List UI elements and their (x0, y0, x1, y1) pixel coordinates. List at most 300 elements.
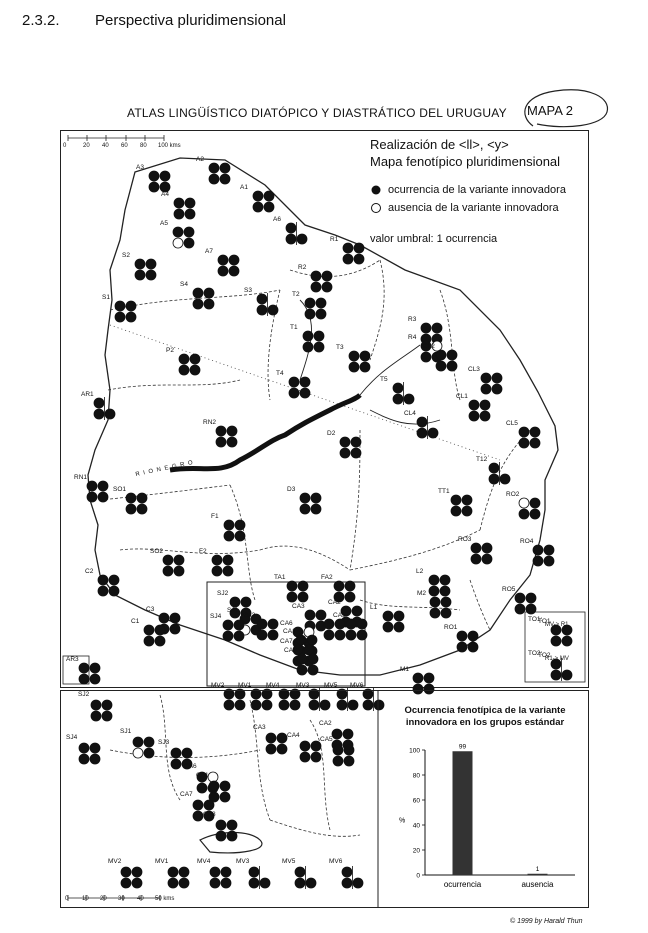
location-label: CA5 (320, 736, 333, 743)
location-label: CA3 (253, 724, 266, 731)
filled-circle-icon (436, 350, 446, 360)
location-label: SO2 (150, 548, 164, 555)
filled-circle-icon (121, 867, 131, 877)
filled-circle-icon (149, 182, 159, 192)
location-label: MV1 (238, 682, 252, 689)
y-axis-label: % (399, 817, 406, 825)
filled-circle-icon (220, 792, 230, 802)
filled-circle-icon (342, 878, 352, 888)
filled-circle-icon (155, 625, 165, 635)
filled-circle-icon (79, 754, 89, 764)
legend-symbols (370, 184, 384, 214)
filled-circle-icon (126, 312, 136, 322)
filled-circle-icon (287, 592, 297, 602)
filled-circle-icon (287, 581, 297, 591)
filled-circle-icon (260, 878, 270, 888)
to1-note: TO1: (528, 616, 543, 623)
genotype-symbol-icon (265, 732, 289, 756)
legend-absence-label: ausencia de la variante innovadora (388, 202, 559, 214)
genotype-symbol-icon (470, 542, 494, 566)
filled-circle-icon (421, 323, 431, 333)
filled-circle-icon (457, 642, 467, 652)
filled-circle-icon (417, 417, 427, 427)
bar-ocurrencia (453, 751, 473, 875)
location-label: TO2 (538, 652, 551, 659)
category-label: ausencia (521, 880, 554, 889)
filled-circle-icon (229, 266, 239, 276)
map-label-hand-circle (515, 86, 615, 131)
filled-circle-icon (179, 878, 189, 888)
empty-circle-icon (173, 238, 183, 248)
location-label: SJ3 (244, 612, 256, 619)
filled-circle-icon (308, 665, 318, 675)
filled-circle-icon (257, 305, 267, 315)
scale-tick-60: 60 (121, 143, 128, 149)
location-label: A3 (136, 164, 144, 171)
genotype-symbol-icon (97, 574, 121, 598)
filled-circle-icon (227, 820, 237, 830)
filled-circle-icon (224, 531, 234, 541)
filled-circle-icon (492, 373, 502, 383)
filled-circle-icon (311, 493, 321, 503)
filled-circle-icon (308, 654, 318, 664)
genotype-symbol-icon (518, 497, 542, 521)
filled-circle-icon (94, 409, 104, 419)
filled-circle-icon (298, 592, 308, 602)
genotype-symbol-icon (294, 866, 318, 890)
filled-circle-icon (98, 586, 108, 596)
section-number: 2.3.2. (22, 12, 60, 29)
genotype-symbol-icon (143, 624, 167, 648)
filled-circle-icon (332, 729, 342, 739)
filled-circle-icon (79, 674, 89, 684)
filled-circle-icon (357, 630, 367, 640)
location-label: CA4 (287, 732, 300, 739)
filled-circle-icon (311, 271, 321, 281)
filled-circle-icon (268, 619, 278, 629)
location-label: CL4 (404, 410, 416, 417)
filled-circle-icon (300, 752, 310, 762)
to2-note-value: R1-> MV (545, 656, 569, 662)
genotype-symbol-icon (134, 258, 158, 282)
filled-circle-icon (429, 586, 439, 596)
filled-circle-icon (394, 622, 404, 632)
filled-circle-icon (253, 191, 263, 201)
filled-circle-icon (132, 867, 142, 877)
filled-circle-icon (135, 270, 145, 280)
location-label: CA1 (283, 628, 296, 635)
filled-circle-icon (440, 586, 450, 596)
genotype-symbol-icon (435, 349, 459, 373)
filled-circle-icon (253, 202, 263, 212)
genotype-symbol-icon (256, 618, 280, 642)
location-label: L1 (370, 604, 378, 611)
location-label: C1 (131, 618, 140, 625)
location-label: CA5 (333, 612, 346, 619)
filled-circle-icon (182, 748, 192, 758)
filled-circle-icon (230, 597, 240, 607)
genotype-symbol-icon (310, 270, 334, 294)
filled-circle-icon (562, 636, 572, 646)
genotype-symbol-icon (215, 819, 239, 843)
genotype-symbol-icon (288, 376, 312, 400)
location-label: R4 (408, 334, 417, 341)
filled-circle-icon (353, 878, 363, 888)
bar-chart (380, 735, 585, 900)
location-label: S1 (102, 294, 110, 301)
filled-circle-icon (352, 606, 362, 616)
genotype-symbol-icon (252, 190, 276, 214)
genotype-symbol-icon (450, 494, 474, 518)
filled-circle-icon (333, 745, 343, 755)
filled-circle-icon (227, 426, 237, 436)
filled-circle-icon (204, 299, 214, 309)
filled-circle-icon (428, 428, 438, 438)
filled-circle-icon (303, 342, 313, 352)
filled-circle-icon (212, 555, 222, 565)
filled-circle-icon (135, 259, 145, 269)
location-label: R3 (408, 316, 417, 323)
genotype-symbol-icon (339, 436, 363, 460)
copyright: © 1999 by Harald Thun (510, 918, 583, 925)
filled-circle-icon (480, 411, 490, 421)
filled-circle-icon (264, 191, 274, 201)
location-label: MV5 (282, 858, 296, 865)
filled-circle-icon (533, 556, 543, 566)
chart-title: Ocurrencia fenotípica de la variante innovadora en los grupos estándar (404, 705, 566, 728)
to2-note: TO2: (528, 650, 543, 657)
genotype-symbol-icon (302, 330, 326, 354)
location-label: TA1 (274, 574, 286, 581)
filled-circle-icon (266, 733, 276, 743)
filled-circle-icon (241, 597, 251, 607)
filled-circle-icon (220, 174, 230, 184)
inset-scale-tick-0: 0 (65, 896, 69, 902)
filled-circle-icon (346, 619, 356, 629)
inset-scale-tick-50: 50 kms (155, 896, 175, 902)
filled-circle-icon (417, 428, 427, 438)
filled-circle-icon (155, 636, 165, 646)
atlas-title: ATLAS LINGÜÍSTICO DIATÓPICO Y DIASTRÁTICO DEL URUGUAY (127, 106, 507, 120)
location-label: CA8 (203, 811, 216, 818)
filled-circle-icon (447, 361, 457, 371)
location-label: MV2 (211, 682, 225, 689)
filled-circle-icon (404, 394, 414, 404)
filled-circle-icon (343, 254, 353, 264)
filled-circle-icon (383, 622, 393, 632)
filled-circle-icon (94, 398, 104, 408)
y-tick-label: 80 (412, 772, 420, 780)
genotype-symbol-icon (192, 287, 216, 311)
filled-circle-icon (519, 509, 529, 519)
location-label: MV6 (350, 682, 364, 689)
filled-circle-icon (344, 745, 354, 755)
filled-circle-icon (530, 498, 540, 508)
filled-circle-icon (234, 631, 244, 641)
genotype-symbol-icon (341, 866, 365, 890)
genotype-symbol-icon (78, 742, 102, 766)
filled-circle-icon (126, 504, 136, 514)
genotype-symbol-icon (286, 580, 310, 604)
filled-circle-icon (519, 438, 529, 448)
threshold-note: valor umbral: 1 ocurrencia (370, 233, 498, 245)
filled-circle-icon (257, 294, 267, 304)
genotype-symbol-icon (93, 397, 117, 421)
filled-circle-icon (277, 744, 287, 754)
filled-circle-icon (218, 266, 228, 276)
filled-circle-icon (216, 426, 226, 436)
filled-circle-icon (79, 663, 89, 673)
filled-circle-icon (447, 350, 457, 360)
filled-circle-icon (137, 493, 147, 503)
genotype-symbol-icon (428, 574, 452, 598)
genotype-symbol-icon (173, 197, 197, 221)
filled-circle-icon (218, 255, 228, 265)
filled-circle-icon (173, 227, 183, 237)
filled-circle-icon (190, 365, 200, 375)
filled-circle-icon (98, 481, 108, 491)
filled-circle-icon (170, 624, 180, 634)
genotype-symbol-icon (480, 372, 504, 396)
filled-circle-icon (289, 377, 299, 387)
filled-circle-icon (530, 509, 540, 519)
filled-circle-icon (533, 545, 543, 555)
genotype-symbol-icon (488, 462, 512, 486)
location-label: MV1 (155, 858, 169, 865)
inset-scale-tick-10: 10 (82, 896, 89, 902)
filled-circle-icon (468, 631, 478, 641)
genotype-symbol-icon (78, 662, 102, 686)
location-label: CL2 (423, 343, 435, 350)
bar-value-label: 1 (535, 865, 540, 873)
filled-circle-icon (146, 259, 156, 269)
location-label: RO5 (502, 586, 516, 593)
location-label: CA2 (319, 720, 332, 727)
location-label: CL1 (456, 393, 468, 400)
filled-circle-icon (300, 741, 310, 751)
filled-circle-icon (305, 298, 315, 308)
scale-tick-20: 20 (83, 143, 90, 149)
filled-circle-icon (185, 198, 195, 208)
location-label: MV3 (236, 858, 250, 865)
location-label: L2 (416, 568, 424, 575)
location-label: MV6 (329, 858, 343, 865)
genotype-symbol-icon (514, 592, 538, 616)
location-label: CA1 (196, 772, 209, 779)
filled-circle-icon (220, 163, 230, 173)
filled-circle-icon (160, 171, 170, 181)
filled-circle-icon (316, 309, 326, 319)
filled-circle-icon (334, 581, 344, 591)
filled-circle-icon (300, 493, 310, 503)
location-label: CA3 (292, 603, 305, 610)
location-label: CA2 (328, 599, 341, 606)
section-title: Perspectiva pluridimensional (95, 12, 286, 29)
filled-circle-icon (193, 800, 203, 810)
filled-circle-icon (234, 620, 244, 630)
to1-note-value: MV-> R1 (545, 622, 569, 628)
location-label: SJ4 (210, 613, 222, 620)
location-label: C2 (85, 568, 94, 575)
filled-circle-icon (223, 566, 233, 576)
filled-circle-icon (286, 234, 296, 244)
filled-circle-icon (268, 305, 278, 315)
genotype-symbol-icon (208, 162, 232, 186)
location-label: A2 (196, 156, 204, 163)
filled-circle-icon (314, 331, 324, 341)
filled-circle-icon (144, 748, 154, 758)
filled-circle-icon (185, 209, 195, 219)
filled-circle-icon (345, 581, 355, 591)
filled-circle-icon (159, 613, 169, 623)
filled-circle-icon (257, 619, 267, 629)
filled-circle-icon (171, 748, 181, 758)
filled-circle-icon (171, 759, 181, 769)
location-label: CA6 (280, 620, 293, 627)
map-subtitle: Mapa fenotípico pluridimensional (370, 154, 561, 169)
filled-circle-icon (179, 867, 189, 877)
filled-circle-icon (221, 878, 231, 888)
filled-circle-icon (190, 354, 200, 364)
filled-circle-icon (144, 636, 154, 646)
filled-circle-icon (79, 743, 89, 753)
genotype-symbol-icon (304, 297, 328, 321)
filled-circle-icon (204, 800, 214, 810)
filled-circle-icon (492, 384, 502, 394)
location-label: SJ1 (227, 607, 239, 614)
filled-circle-icon (300, 504, 310, 514)
filled-circle-icon (471, 543, 481, 553)
location-label: CA7 (180, 791, 193, 798)
filled-circle-icon (481, 373, 491, 383)
y-tick-label: 100 (409, 747, 420, 755)
filled-circle-icon (227, 831, 237, 841)
scale-tick-80: 80 (140, 143, 147, 149)
filled-circle-icon (340, 448, 350, 458)
genotype-symbol-icon (518, 426, 542, 450)
genotype-symbol-icon (86, 480, 110, 504)
genotype-symbol-icon (299, 740, 323, 764)
location-label: D3 (287, 486, 296, 493)
genotype-symbol-icon (456, 630, 480, 654)
empty-circle-icon (133, 748, 143, 758)
filled-circle-icon (311, 282, 321, 292)
filled-circle-icon (345, 592, 355, 602)
filled-circle-icon (105, 409, 115, 419)
filled-circle-icon (144, 625, 154, 635)
filled-circle-icon (551, 636, 561, 646)
filled-circle-icon (482, 543, 492, 553)
filled-circle-icon (297, 665, 307, 675)
bar-ausencia (528, 874, 548, 875)
scale-tick-40: 40 (102, 143, 109, 149)
location-label: SJ1 (120, 728, 132, 735)
filled-circle-icon (216, 820, 226, 830)
location-label: CA6 (184, 763, 197, 770)
genotype-symbol-icon (222, 619, 246, 643)
location-label: A6 (273, 216, 281, 223)
location-label: A7 (205, 248, 213, 255)
filled-circle-icon (351, 448, 361, 458)
filled-circle-icon (298, 581, 308, 591)
genotype-symbol-icon (299, 492, 323, 516)
filled-circle-icon (457, 631, 467, 641)
filled-circle-icon (429, 575, 439, 585)
filled-circle-icon (223, 631, 233, 641)
filled-circle-icon (193, 811, 203, 821)
empty-circle-icon (519, 498, 529, 508)
filled-circle-icon (216, 831, 226, 841)
genotype-symbol-icon (90, 699, 114, 723)
filled-circle-icon (216, 437, 226, 447)
location-label: C3 (146, 606, 155, 613)
inset-scale-tick-20: 20 (100, 896, 107, 902)
filled-circle-icon (530, 427, 540, 437)
location-label: RO1 (444, 624, 458, 631)
filled-circle-icon (311, 752, 321, 762)
filled-circle-icon (311, 504, 321, 514)
filled-circle-icon (126, 493, 136, 503)
location-label: CL5 (506, 420, 518, 427)
filled-circle-icon (342, 867, 352, 877)
filled-circle-icon (87, 492, 97, 502)
filled-circle-icon (314, 342, 324, 352)
filled-circle-icon (163, 566, 173, 576)
genotype-symbol-icon (392, 382, 416, 406)
filled-circle-icon (268, 630, 278, 640)
location-label: MV5 (324, 682, 338, 689)
filled-circle-icon (289, 388, 299, 398)
filled-circle-icon (297, 234, 307, 244)
genotype-symbol-icon (323, 618, 347, 642)
filled-circle-icon (357, 619, 367, 629)
filled-circle-icon (209, 163, 219, 173)
filled-circle-icon (489, 463, 499, 473)
filled-circle-icon (98, 492, 108, 502)
y-tick-label: 60 (412, 797, 420, 805)
filled-circle-icon (322, 282, 332, 292)
filled-circle-icon (295, 867, 305, 877)
legend-empty-circle-icon (372, 204, 381, 213)
genotype-symbol-icon (348, 350, 372, 374)
filled-circle-icon (90, 754, 100, 764)
filled-circle-icon (300, 388, 310, 398)
location-label: MV3 (296, 682, 310, 689)
filled-circle-icon (149, 171, 159, 181)
genotype-symbol-icon (120, 866, 144, 890)
genotype-symbol-icon (125, 492, 149, 516)
filled-circle-icon (393, 383, 403, 393)
filled-circle-icon (227, 437, 237, 447)
filled-circle-icon (335, 619, 345, 629)
filled-circle-icon (87, 481, 97, 491)
filled-circle-icon (413, 673, 423, 683)
filled-circle-icon (436, 361, 446, 371)
legend-filled-circle-icon (372, 186, 381, 195)
location-label: FA2 (321, 574, 333, 581)
map-label: MAPA 2 (527, 103, 574, 118)
location-label: T3 (336, 344, 344, 351)
filled-circle-icon (179, 365, 189, 375)
location-label: RO2 (506, 491, 520, 498)
filled-circle-icon (451, 495, 461, 505)
location-label: S4 (180, 281, 188, 288)
filled-circle-icon (383, 611, 393, 621)
filled-circle-icon (344, 756, 354, 766)
filled-circle-icon (170, 613, 180, 623)
filled-circle-icon (462, 506, 472, 516)
genotype-symbol-icon (162, 554, 186, 578)
